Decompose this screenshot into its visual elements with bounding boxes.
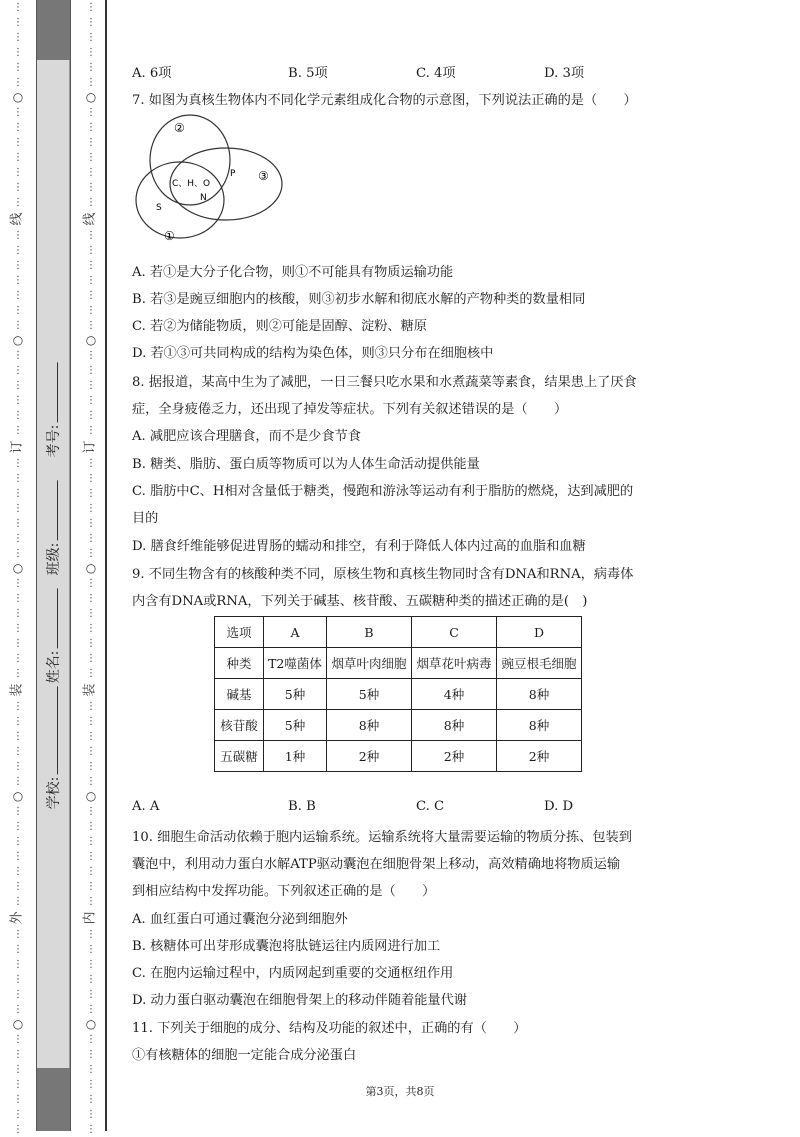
- q7-option-a[interactable]: A. 若①是大分子化合物，则①不可能具有物质运输功能: [132, 265, 454, 280]
- table-cell: 8种: [412, 710, 497, 741]
- margin-border: [105, 0, 107, 1131]
- margin-dot: ⋮: [13, 974, 23, 985]
- table-cell: 2种: [497, 741, 582, 772]
- margin-dot: ⋮: [86, 260, 96, 271]
- binding-margin: [0, 0, 112, 1135]
- table-cell: 1种: [264, 741, 327, 772]
- margin-dot: ⋮: [13, 881, 23, 892]
- margin-dot: ⋮: [86, 1004, 96, 1015]
- margin-dot: ⋮: [86, 380, 96, 391]
- margin-dot: ⋮: [13, 1124, 23, 1135]
- q11-statement-1: ①有核糖体的细胞一定能合成分泌蛋白: [132, 1048, 357, 1063]
- q6-options: [132, 62, 584, 81]
- margin-dot: ⋮: [13, 548, 23, 559]
- margin-dot: ⋮: [86, 974, 96, 985]
- margin-dot: ⋮: [86, 929, 96, 940]
- margin-dotted-column-outer: [9, 0, 25, 1135]
- venn-center-elements: C、H、O: [172, 179, 211, 189]
- margin-dot: ⋮: [13, 197, 23, 208]
- margin-dot: ⋮: [13, 731, 23, 742]
- margin-dot: ⋮: [86, 821, 96, 832]
- margin-dot: ⋮: [13, 152, 23, 163]
- q8-option-b[interactable]: B. 糖类、脂肪、蛋白质等物质可以为人体生命活动提供能量: [132, 457, 480, 472]
- margin-dot: ⋮: [13, 653, 23, 664]
- margin-ring-mark: ○: [85, 1017, 97, 1031]
- margin-cut-mark: 订: [9, 440, 25, 454]
- margin-dot: ⋮: [86, 503, 96, 514]
- margin-dot: ⋮: [13, 410, 23, 421]
- q8-stem-line1: 8. 据报道，某高中生为了减肥，一日三餐只吃水果和水煮蔬菜等素食，结果患上了厌食: [132, 375, 637, 390]
- margin-dot: ⋮: [13, 959, 23, 970]
- q6-option-b[interactable]: B. 5项: [288, 66, 328, 81]
- table-cell: 8种: [497, 679, 582, 710]
- table-cell: T2噬菌体: [264, 648, 327, 679]
- margin-dot: ⋮: [13, 395, 23, 406]
- page-footer: 第3页，共8页: [365, 1085, 435, 1098]
- margin-dot: ⋮: [13, 716, 23, 727]
- margin-dot: ⋮: [86, 1094, 96, 1105]
- margin-dot: ⋮: [13, 578, 23, 589]
- table-cell: 2种: [327, 741, 412, 772]
- margin-dot: ⋮: [86, 473, 96, 484]
- q9-stem-line2: 内含有DNA或RNA，下列关于碱基、核苷酸、五碳糖种类的描述正确的是( ): [132, 594, 588, 609]
- margin-cut-mark: 线: [82, 212, 98, 226]
- q8-stem-line2: 症，全身疲倦乏力，还出现了掉发等症状。下列有关叙述错误的是（ ）: [132, 402, 568, 417]
- margin-dot: ⋮: [13, 17, 23, 28]
- margin-dot: ⋮: [86, 152, 96, 163]
- table-cell: 8种: [497, 710, 582, 741]
- margin-dot: ⋮: [13, 1064, 23, 1075]
- q9-option-d[interactable]: D. D: [544, 799, 574, 814]
- margin-dot: ⋮: [13, 167, 23, 178]
- venn-label-1: ①: [164, 229, 175, 243]
- margin-dot: ⋮: [13, 806, 23, 817]
- margin-dot: ⋮: [13, 623, 23, 634]
- margin-ring-mark: ○: [12, 789, 24, 803]
- margin-dot: ⋮: [86, 275, 96, 286]
- margin-dot: ⋮: [13, 320, 23, 331]
- margin-dot: ⋮: [86, 17, 96, 28]
- margin-cut-mark: 装: [9, 683, 25, 697]
- margin-dot: ⋮: [13, 761, 23, 772]
- margin-rule: [70, 0, 71, 1131]
- margin-dot: ⋮: [86, 32, 96, 43]
- margin-ring-mark: ○: [12, 333, 24, 347]
- margin-dot: ⋮: [13, 989, 23, 1000]
- margin-dot: ⋮: [13, 2, 23, 13]
- margin-dot: ⋮: [86, 638, 96, 649]
- margin-dot: ⋮: [86, 896, 96, 907]
- venn-element-n: N: [200, 193, 207, 203]
- field-name[interactable]: 姓名:: [43, 589, 63, 684]
- margin-dot: ⋮: [13, 305, 23, 316]
- margin-dot: ⋮: [86, 944, 96, 955]
- margin-dark-bar-bottom: [36, 1068, 70, 1131]
- margin-ring-mark: ○: [85, 333, 97, 347]
- q7-stem: 7. 如图为真核生物体内不同化学元素组成化合物的示意图，下列说法正确的是（ ）: [132, 93, 637, 108]
- margin-dot: ⋮: [13, 230, 23, 241]
- q9-option-a[interactable]: A. A: [132, 799, 160, 814]
- margin-dot: ⋮: [13, 836, 23, 847]
- q7-option-c[interactable]: C. 若②为储能物质，则②可能是固醇、淀粉、糖原: [132, 319, 427, 334]
- margin-dot: ⋮: [86, 578, 96, 589]
- margin-dot: ⋮: [86, 77, 96, 88]
- table-row: [215, 617, 582, 648]
- q6-option-c[interactable]: C. 4项: [416, 66, 456, 81]
- q10-option-b[interactable]: B. 核糖体可出芽形成囊泡将肽链运往内质网进行加工: [132, 939, 441, 954]
- margin-dot: ⋮: [13, 1049, 23, 1060]
- table-cell: 2种: [412, 741, 497, 772]
- field-school[interactable]: 学校:: [43, 687, 63, 810]
- margin-rule: [36, 0, 37, 1131]
- table-cell: 烟草叶肉细胞: [327, 648, 412, 679]
- margin-dot: ⋮: [86, 350, 96, 361]
- table-cell: 碱基: [215, 679, 264, 710]
- margin-dot: ⋮: [86, 701, 96, 712]
- venn-diagram: [134, 112, 284, 246]
- margin-dot: ⋮: [86, 1049, 96, 1060]
- margin-ring-mark: ○: [12, 90, 24, 104]
- table-cell: 烟草花叶病毒: [412, 648, 497, 679]
- margin-dot: ⋮: [86, 305, 96, 316]
- margin-dot: ⋮: [86, 806, 96, 817]
- margin-dot: ⋮: [86, 761, 96, 772]
- margin-ring-mark: ○: [85, 561, 97, 575]
- table-cell: B: [327, 617, 412, 648]
- margin-dot: ⋮: [13, 746, 23, 757]
- margin-dot: ⋮: [13, 182, 23, 193]
- q8-option-a[interactable]: A. 减肥应该合理膳食，而不是少食节食: [132, 429, 361, 444]
- margin-dot: ⋮: [13, 821, 23, 832]
- margin-dot: ⋮: [86, 1064, 96, 1075]
- venn-element-s: S: [156, 203, 162, 213]
- margin-dot: ⋮: [13, 701, 23, 712]
- table-row: [215, 648, 582, 679]
- q9-options: [132, 799, 573, 814]
- margin-cut-mark: 装: [82, 683, 98, 697]
- q8-option-c-cont: 目的: [132, 511, 159, 526]
- margin-dot: ⋮: [13, 380, 23, 391]
- q9-stem-line1: 9. 不同生物含有的核酸种类不同，原核生物和真核生物同时含有DNA和RNA，病毒体: [132, 567, 634, 582]
- margin-dot: ⋮: [13, 503, 23, 514]
- margin-cut-mark: 订: [82, 440, 98, 454]
- q10-option-c[interactable]: C. 在胞内运输过程中，内质网起到重要的交通枢纽作用: [132, 966, 454, 981]
- margin-dot: ⋮: [86, 290, 96, 301]
- margin-dot: ⋮: [86, 458, 96, 469]
- table-cell: 种类: [215, 648, 264, 679]
- margin-dot: ⋮: [86, 137, 96, 148]
- q8-option-c[interactable]: C. 脂肪中C、H相对含量低于糖类，慢跑和游泳等运动有利于脂肪的燃烧，达到减肥的: [132, 484, 634, 499]
- margin-dot: ⋮: [13, 1109, 23, 1120]
- table-cell: 豌豆根毛细胞: [497, 648, 582, 679]
- margin-dot: ⋮: [86, 182, 96, 193]
- table-cell: 5种: [264, 710, 327, 741]
- margin-dot: ⋮: [86, 425, 96, 436]
- margin-ring-mark: ○: [12, 561, 24, 575]
- margin-dot: ⋮: [86, 122, 96, 133]
- margin-dot: ⋮: [86, 776, 96, 787]
- margin-dot: ⋮: [86, 107, 96, 118]
- margin-dot: ⋮: [13, 929, 23, 940]
- q6-option-a[interactable]: A. 6项: [132, 66, 172, 81]
- margin-dot: ⋮: [86, 989, 96, 1000]
- margin-dot: ⋮: [86, 410, 96, 421]
- margin-dot: ⋮: [86, 1124, 96, 1135]
- margin-dot: ⋮: [13, 851, 23, 862]
- margin-dot: ⋮: [13, 245, 23, 256]
- table-row: [215, 679, 582, 710]
- margin-dot: ⋮: [86, 47, 96, 58]
- table-cell: 五碳糖: [215, 741, 264, 772]
- margin-dot: ⋮: [13, 638, 23, 649]
- margin-dot: ⋮: [86, 548, 96, 559]
- margin-dot: ⋮: [86, 518, 96, 529]
- venn-label-3: ③: [258, 169, 269, 183]
- margin-dot: ⋮: [86, 653, 96, 664]
- margin-dot: ⋮: [86, 533, 96, 544]
- table-cell: 5种: [264, 679, 327, 710]
- margin-dot: ⋮: [86, 608, 96, 619]
- margin-dot: ⋮: [86, 593, 96, 604]
- margin-dot: ⋮: [13, 866, 23, 877]
- margin-dot: ⋮: [13, 137, 23, 148]
- margin-dot: ⋮: [86, 1109, 96, 1120]
- table-row: [215, 741, 582, 772]
- q7-option-d[interactable]: D. 若①③可共同构成的结构为染色体，则③只分布在细胞核中: [132, 346, 494, 361]
- margin-ring-mark: ○: [85, 789, 97, 803]
- margin-dot: ⋮: [86, 1034, 96, 1045]
- margin-dot: ⋮: [13, 896, 23, 907]
- margin-cut-mark: 内: [82, 911, 98, 925]
- margin-dot: ⋮: [86, 668, 96, 679]
- margin-dot: ⋮: [86, 866, 96, 877]
- margin-dot: ⋮: [13, 260, 23, 271]
- margin-cut-mark: 线: [9, 212, 25, 226]
- margin-dot: ⋮: [86, 62, 96, 73]
- field-class[interactable]: 班级:: [43, 481, 63, 576]
- venn-circle-2: [150, 115, 230, 205]
- margin-dot: ⋮: [13, 488, 23, 499]
- table-row: [215, 710, 582, 741]
- margin-dot: ⋮: [13, 593, 23, 604]
- margin-dot: ⋮: [13, 533, 23, 544]
- table-cell: 选项: [215, 617, 264, 648]
- margin-dot: ⋮: [13, 776, 23, 787]
- margin-dot: ⋮: [86, 881, 96, 892]
- q10-stem-line2: 囊泡中，利用动力蛋白水解ATP驱动囊泡在细胞骨架上移动，高效精确地将物质运输: [132, 857, 621, 872]
- margin-ring-mark: ○: [12, 1017, 24, 1031]
- table-cell: 5种: [327, 679, 412, 710]
- margin-dot: ⋮: [13, 668, 23, 679]
- margin-dot: ⋮: [13, 47, 23, 58]
- margin-dot: ⋮: [86, 167, 96, 178]
- venn-circle-1: [136, 162, 224, 238]
- margin-dot: ⋮: [13, 122, 23, 133]
- q8-option-d[interactable]: D. 膳食纤维能够促进胃肠的蠕动和排空，有利于降低人体内过高的血脂和血糖: [132, 539, 586, 554]
- margin-dot: ⋮: [13, 32, 23, 43]
- margin-dot: ⋮: [86, 197, 96, 208]
- margin-dot: ⋮: [86, 488, 96, 499]
- margin-dot: ⋮: [13, 1034, 23, 1045]
- q9-option-b[interactable]: B. B: [288, 799, 316, 814]
- margin-dot: ⋮: [86, 746, 96, 757]
- margin-dot: ⋮: [86, 395, 96, 406]
- margin-dot: ⋮: [86, 623, 96, 634]
- margin-dot: ⋮: [13, 608, 23, 619]
- venn-label-2: ②: [174, 121, 185, 135]
- table-cell: 4种: [412, 679, 497, 710]
- margin-dot: ⋮: [13, 350, 23, 361]
- margin-dot: ⋮: [13, 62, 23, 73]
- margin-dark-bar-top: [36, 0, 70, 60]
- table-cell: 8种: [327, 710, 412, 741]
- margin-dot: ⋮: [13, 458, 23, 469]
- q10-option-d[interactable]: D. 动力蛋白驱动囊泡在细胞骨架上的移动伴随着能量代谢: [132, 993, 467, 1008]
- margin-dot: ⋮: [13, 77, 23, 88]
- q10-option-a[interactable]: A. 血红蛋白可通过囊泡分泌到细胞外: [132, 912, 348, 927]
- margin-dot: ⋮: [13, 425, 23, 436]
- margin-dot: ⋮: [13, 107, 23, 118]
- q9-option-c[interactable]: C. C: [416, 799, 445, 814]
- margin-dot: ⋮: [86, 716, 96, 727]
- margin-dot: ⋮: [13, 1079, 23, 1090]
- margin-dot: ⋮: [13, 1004, 23, 1015]
- margin-ring-mark: ○: [85, 90, 97, 104]
- margin-dot: ⋮: [86, 2, 96, 13]
- q9-table: [214, 616, 582, 772]
- margin-dot: ⋮: [13, 1094, 23, 1105]
- margin-dot: ⋮: [86, 959, 96, 970]
- q6-option-d[interactable]: D. 3项: [544, 66, 585, 81]
- margin-dot: ⋮: [86, 851, 96, 862]
- table-cell: D: [497, 617, 582, 648]
- margin-dot: ⋮: [13, 473, 23, 484]
- venn-element-p: P: [230, 169, 236, 179]
- field-exam-number[interactable]: 考号:: [43, 363, 63, 458]
- margin-dot: ⋮: [13, 275, 23, 286]
- q10-stem-line3: 到相应结构中发挥功能。下列叙述正确的是（ ）: [132, 884, 436, 899]
- table-cell: A: [264, 617, 327, 648]
- margin-dot: ⋮: [86, 731, 96, 742]
- table-cell: 核苷酸: [215, 710, 264, 741]
- margin-cut-mark: 外: [9, 911, 25, 925]
- margin-dot: ⋮: [86, 320, 96, 331]
- margin-dot: ⋮: [86, 230, 96, 241]
- q11-stem: 11. 下列关于细胞的成分、结构及功能的叙述中，正确的有（ ）: [132, 1021, 527, 1036]
- margin-dot: ⋮: [13, 518, 23, 529]
- margin-dot: ⋮: [86, 245, 96, 256]
- margin-dot: ⋮: [13, 365, 23, 376]
- q10-stem-line1: 10. 细胞生命活动依赖于胞内运输系统。运输系统将大量需要运输的物质分拣、包装到: [132, 830, 632, 845]
- margin-dot: ⋮: [86, 1079, 96, 1090]
- margin-dot: ⋮: [13, 944, 23, 955]
- margin-dotted-column-inner: [82, 0, 98, 1135]
- q7-option-b[interactable]: B. 若③是豌豆细胞内的核酸，则③初步水解和彻底水解的产物种类的数量相同: [132, 292, 586, 307]
- margin-dot: ⋮: [13, 290, 23, 301]
- margin-dot: ⋮: [86, 836, 96, 847]
- margin-dot: ⋮: [86, 365, 96, 376]
- table-cell: C: [412, 617, 497, 648]
